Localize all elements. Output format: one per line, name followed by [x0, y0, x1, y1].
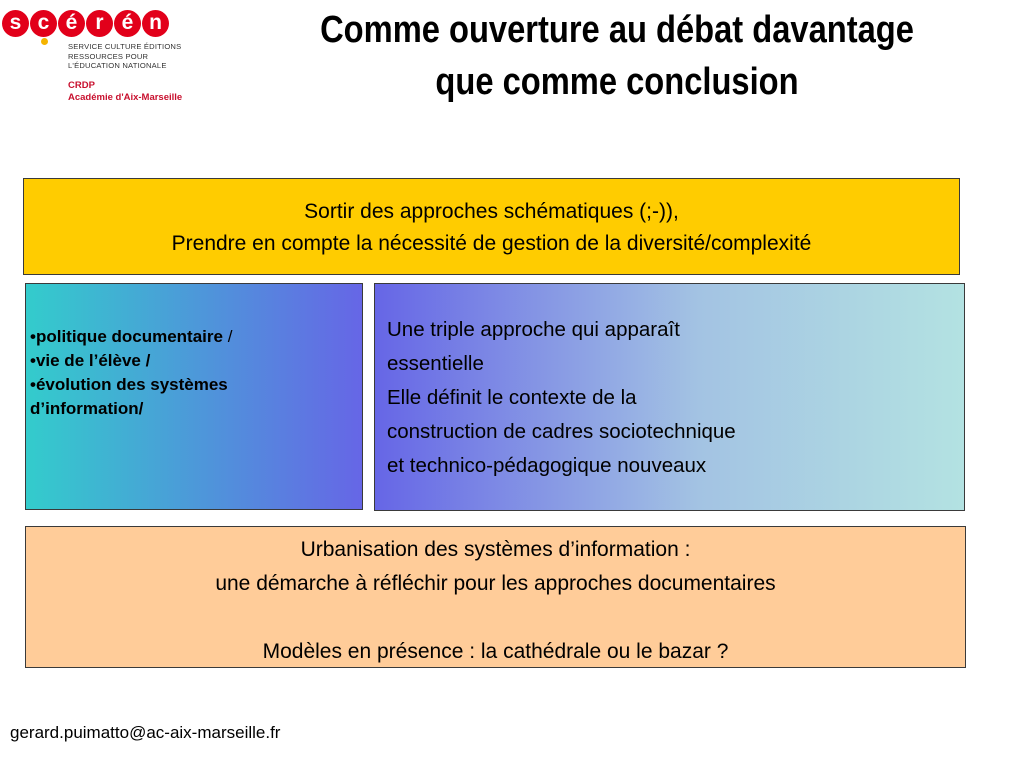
- logo-letter: é: [114, 10, 141, 37]
- bullet-icon: •: [30, 351, 36, 370]
- bottom-box: [25, 526, 966, 668]
- logo-letter: é: [58, 10, 85, 37]
- logo-letter: r: [86, 10, 113, 37]
- bottom-box-line-2: une démarche à réfléchir pour les approches documentaires: [215, 572, 776, 595]
- title-line-1: Comme ouverture au débat davantage: [320, 9, 914, 51]
- logo-dot-icon: [41, 38, 48, 45]
- logo-letter: c: [30, 10, 57, 37]
- logo-letter: n: [142, 10, 169, 37]
- title-line-2: que comme conclusion: [435, 61, 799, 103]
- bottom-box-line-3: Modèles en présence : la cathédrale ou le bazar ?: [262, 640, 729, 663]
- bullet-text: vie de l’élève /: [35, 351, 151, 370]
- logo-subtitle-line: L'ÉDUCATION NATIONALE: [68, 61, 167, 71]
- slide-title: [277, 4, 956, 108]
- logo-subtitle: [68, 42, 181, 71]
- right-box-line: essentielle: [387, 352, 484, 375]
- spacer: [26, 601, 965, 635]
- right-box-line: construction de cadres sociotechnique: [387, 420, 736, 443]
- academy-label: Académie d'Aix-Marseille: [68, 92, 183, 103]
- bullet-text: politique documentaire: [35, 327, 223, 346]
- bullet-text: évolution des systèmes: [35, 375, 228, 394]
- top-box-line-1: Sortir des approches schématiques (;-)),: [304, 200, 679, 223]
- logo-wordmark: [2, 2, 170, 44]
- top-box: [23, 178, 960, 275]
- bottom-box-line-1: Urbanisation des systèmes d’information :: [300, 538, 691, 561]
- bullet-suffix: /: [222, 327, 233, 346]
- bullet-icon: •: [30, 327, 36, 346]
- logo-crdp: [68, 80, 182, 104]
- right-box-line: et technico-pédagogique nouveaux: [387, 454, 707, 477]
- footer-email: gerard.puimatto@ac-aix-marseille.fr: [10, 723, 281, 742]
- bullet-item: [30, 349, 358, 373]
- top-box-line-2: Prendre en compte la nécessité de gestion de la diversité/complexité: [171, 232, 812, 255]
- left-box: [25, 283, 363, 510]
- crdp-label: CRDP: [68, 80, 95, 91]
- right-box: [374, 283, 965, 511]
- bullet-item: [30, 325, 358, 349]
- right-box-line: Une triple approche qui apparaît: [387, 318, 680, 341]
- bullet-item: [30, 373, 358, 397]
- bullet-icon: •: [30, 375, 36, 394]
- logo-subtitle-line: SERVICE CULTURE ÉDITIONS: [68, 42, 182, 51]
- right-box-line: Elle définit le contexte de la: [387, 386, 637, 409]
- logo-subtitle-line: RESSOURCES POUR: [68, 51, 149, 61]
- bullet-continuation: d’information/: [30, 399, 144, 418]
- scéren-logo: [0, 0, 215, 112]
- logo-letter: s: [2, 10, 29, 37]
